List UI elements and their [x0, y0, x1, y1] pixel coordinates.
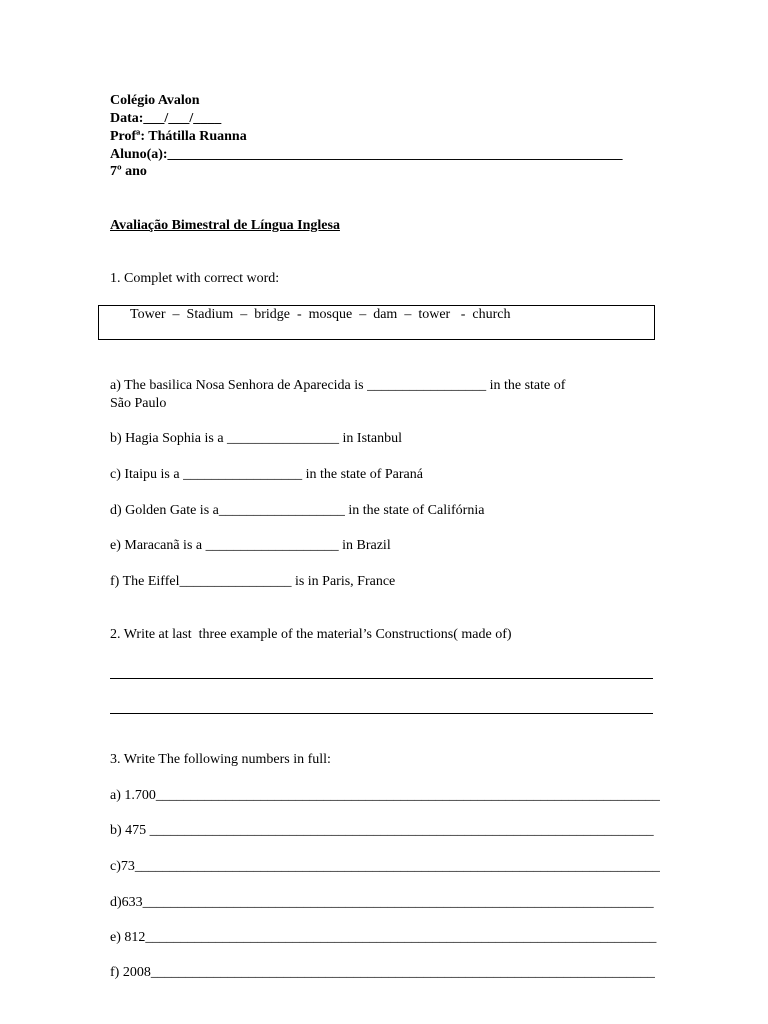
q3-item-b: b) 475 ________________________________________________________________________ [110, 823, 654, 838]
q1-item-a: a) The basilica Nosa Senhora de Aparecida is _________________ in the state of [110, 378, 566, 393]
q2-prompt: 2. Write at last three example of the material’s Constructions( made of) [110, 627, 512, 642]
q3-item-e: e) 812_________________________________________________________________________ [110, 930, 657, 945]
q3-item-a: a) 1.700________________________________________________________________________ [110, 788, 660, 803]
word-bank-text: Tower – Stadium – bridge - mosque – dam – tower - church [130, 307, 511, 322]
q3-item-d: d)633_________________________________________________________________________ [110, 895, 654, 910]
q1-item-b: b) Hagia Sophia is a ________________ in Istanbul [110, 431, 403, 446]
word-bank-box [98, 305, 655, 340]
q2-answer-line-1[interactable] [110, 678, 653, 679]
page-title: Avaliação Bimestral de Língua Inglesa [110, 218, 340, 233]
q1-item-e: e) Maracanã is a ___________________ in Brazil [110, 538, 391, 553]
q2-answer-line-2[interactable] [110, 713, 653, 714]
q1-item-c: c) Itaipu is a _________________ in the state of Paraná [110, 467, 423, 482]
grade-label: 7º ano [110, 164, 147, 179]
teacher-name: Profª: Thátilla Ruanna [110, 129, 247, 144]
student-name-field: Aluno(a):_________________________________________________________________ [110, 147, 623, 162]
q1-prompt: 1. Complet with correct word: [110, 271, 280, 286]
q3-prompt: 3. Write The following numbers in full: [110, 752, 331, 767]
q3-item-f: f) 2008________________________________________________________________________ [110, 965, 655, 980]
q1-item-d: d) Golden Gate is a__________________ in the state of Califórnia [110, 503, 485, 518]
date-field: Data:___/___/____ [110, 111, 222, 126]
q1-item-f: f) The Eiffel________________ is in Paris, France [110, 574, 396, 589]
q3-item-c: c)73___________________________________________________________________________ [110, 859, 660, 874]
q1-item-a-continued: São Paulo [110, 396, 167, 411]
school-name: Colégio Avalon [110, 93, 200, 108]
